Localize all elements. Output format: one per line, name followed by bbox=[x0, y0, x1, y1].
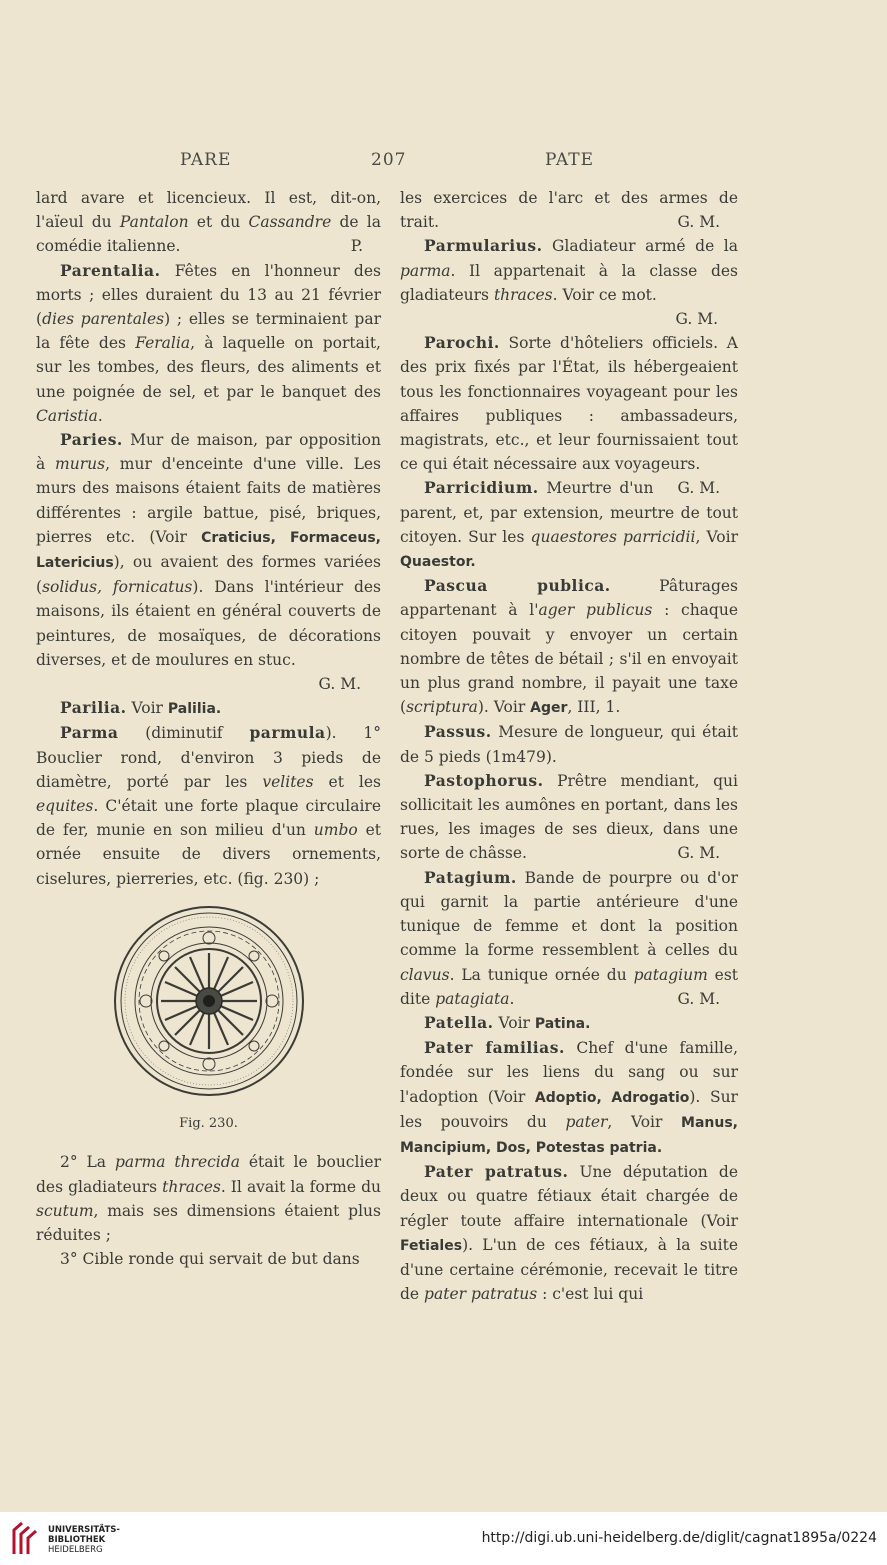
entry-parilia: Parilia. Voir Palilia. bbox=[60, 698, 222, 718]
headword: Pastophorus. bbox=[424, 770, 544, 790]
entry-parochi: Parochi. Sorte d'hôteliers officiels. A des prix fixés par l'État, ils hébergeaient tous les fonctionnaires voyageant pour les affaires publiques : ambassadeurs, magistrats, etc., et leur fournissaient tout ce qui était nécessaire aux voyageurs. G. M. bbox=[400, 331, 738, 476]
library-name: UNIVERSITÄTS- BIBLIOTHEK HEIDELBERG bbox=[48, 1525, 120, 1555]
entry-passus: Passus. Mesure de longueur, qui était de 5 pieds (1m479). bbox=[400, 722, 738, 766]
library-footer bbox=[0, 1512, 887, 1565]
headword: Parma bbox=[60, 723, 119, 743]
entry-continuation: les exercices de l'arc et des armes de trait. G. M. bbox=[400, 186, 738, 234]
author-signature: G. M. bbox=[677, 989, 720, 1008]
headword: Patella. bbox=[424, 1012, 494, 1032]
entry-parma: Parma (diminutif parmula). 1° Bouclier rond, d'environ 3 pieds de diamètre, porté par les velites et les equites. C'était une forte plaque circulaire de fer, munie en son milieu d'un umbo et ornée ensuite de divers ornements, ciselures, pierreries, etc. (fig. 230) ; bbox=[36, 723, 382, 888]
headword: Paries. bbox=[60, 430, 123, 450]
author-signature: G. M. bbox=[677, 844, 720, 863]
entry-parmularius: Parmularius. Gladiateur armé de la parma. Il appartenait à la classe des gladiateurs thraces. Voir ce mot. G. M. bbox=[400, 234, 738, 331]
parma-shield-illustration bbox=[104, 901, 314, 1101]
author-signature: P. bbox=[350, 237, 363, 256]
headword: Parricidium. bbox=[424, 478, 539, 498]
entry-pater-familias: Pater familias. Chef d'une famille, fondée sur les liens du sang ou sur l'adoption (Voir Adoptio, Adrogatio). Sur les pouvoirs du pater, Voir Manus, Mancipium, Dos, Potestas patria. bbox=[400, 1038, 739, 1156]
headword: Passus. bbox=[424, 722, 492, 742]
entry-parma-3: 3° Cible ronde qui servait de but dans bbox=[60, 1250, 360, 1269]
headword: Parmularius. bbox=[424, 236, 543, 256]
headword: Patagium. bbox=[424, 867, 517, 887]
left-column bbox=[36, 186, 381, 1271]
university-library-logo-icon bbox=[10, 1520, 40, 1556]
headword: Pascua publica. bbox=[424, 576, 611, 596]
entry-continuation: lard avare et licencieux. Il est, dit-on, l'aïeul du Pantalon et du Cassandre de la comédie italienne. P. bbox=[36, 186, 381, 259]
entry-patella: Patella. Voir Patina. bbox=[424, 1012, 591, 1032]
entry-patagium: Patagium. Bande de pourpre ou d'or qui garnit la partie antérieure d'une tunique de femme et dont la position comme la forme ressemblent à celles du clavus. La tunique ornée du patagium est dite patagiata. G. M. bbox=[400, 866, 738, 1011]
source-url-link[interactable]: http://digi.ub.uni-heidelberg.de/diglit/cagnat1895a/0224 bbox=[481, 1530, 877, 1546]
entry-parentalia: Parentalia. Fêtes en l'honneur des morts ; elles duraient du 13 au 21 février (dies parentales) ; elles se terminaient par la fête des Feralia, à laquelle on portait, sur les tombes, des fleurs, des aliments et une poignée de sel, et par le banquet des Caristia. bbox=[36, 260, 381, 425]
author-signature: G. M. bbox=[318, 675, 361, 694]
entry-pater-patratus: Pater patratus. Une députation de deux ou quatre fétiaux était chargée de régler toute affaire internationale (Voir Fetiales). L'un de ces fétiaux, à la suite d'une certaine cérémonie, recevait le titre de pater patratus : c'est lui qui bbox=[400, 1162, 738, 1304]
entry-parricidium: Parricidium. Meurtre d'un parent, et, par extension, meurtre de tout citoyen. Sur les quaestores parricidii, Voir Quaestor. bbox=[400, 478, 738, 571]
figure-caption: Fig. 230. bbox=[179, 1116, 238, 1132]
headword: Parentalia. bbox=[60, 260, 161, 280]
figure-230-shield bbox=[36, 901, 381, 1108]
author-signature: G. M. bbox=[675, 310, 718, 329]
page-number: 207 bbox=[371, 150, 407, 170]
author-signature: G. M. bbox=[677, 213, 720, 232]
running-head-right: PATE bbox=[545, 150, 594, 170]
entry-pastophorus: Pastophorus. Prêtre mendiant, qui sollicitait les aumônes en portant, dans les rues, les images de ses dieux, dans une sorte de châsse. G. M. bbox=[400, 769, 738, 866]
headword: Pater familias. bbox=[424, 1038, 565, 1058]
right-column bbox=[400, 186, 738, 1306]
entry-parma-2: 2° La parma threcida était le bouclier des gladiateurs thraces. Il avait la forme du scutum, mais ses dimensions étaient plus réduites ; bbox=[36, 1153, 381, 1244]
entry-pascua-publica: Pascua publica. Pâturages appartenant à l'ager publicus : chaque citoyen pouvait y envoyer un certain nombre de têtes de bétail ; s'il en envoyait un plus grand nombre, il payait une taxe (scriptura). Voir Ager, III, 1. bbox=[400, 576, 738, 717]
headword: Parochi. bbox=[424, 333, 500, 353]
entry-paries: Paries. Mur de maison, par opposition à murus, mur d'enceinte d'une ville. Les murs des maisons étaient faits de matières différentes : argile battue, pisé, briques, pierres etc. (Voir Craticius, Formaceus, Latericius), ou avaient des formes variées (solidus, fornicatus). Dans l'intérieur des maisons, ils étaient en général couverts de peintures, de mosaïques, de décorations diverses, et de moulures en stuc. G. M. bbox=[36, 428, 381, 696]
running-head-left: PARE bbox=[180, 150, 232, 170]
headword: Parilia. bbox=[60, 698, 127, 718]
author-signature: G. M. bbox=[677, 479, 720, 498]
headword: Pater patratus. bbox=[424, 1162, 569, 1182]
